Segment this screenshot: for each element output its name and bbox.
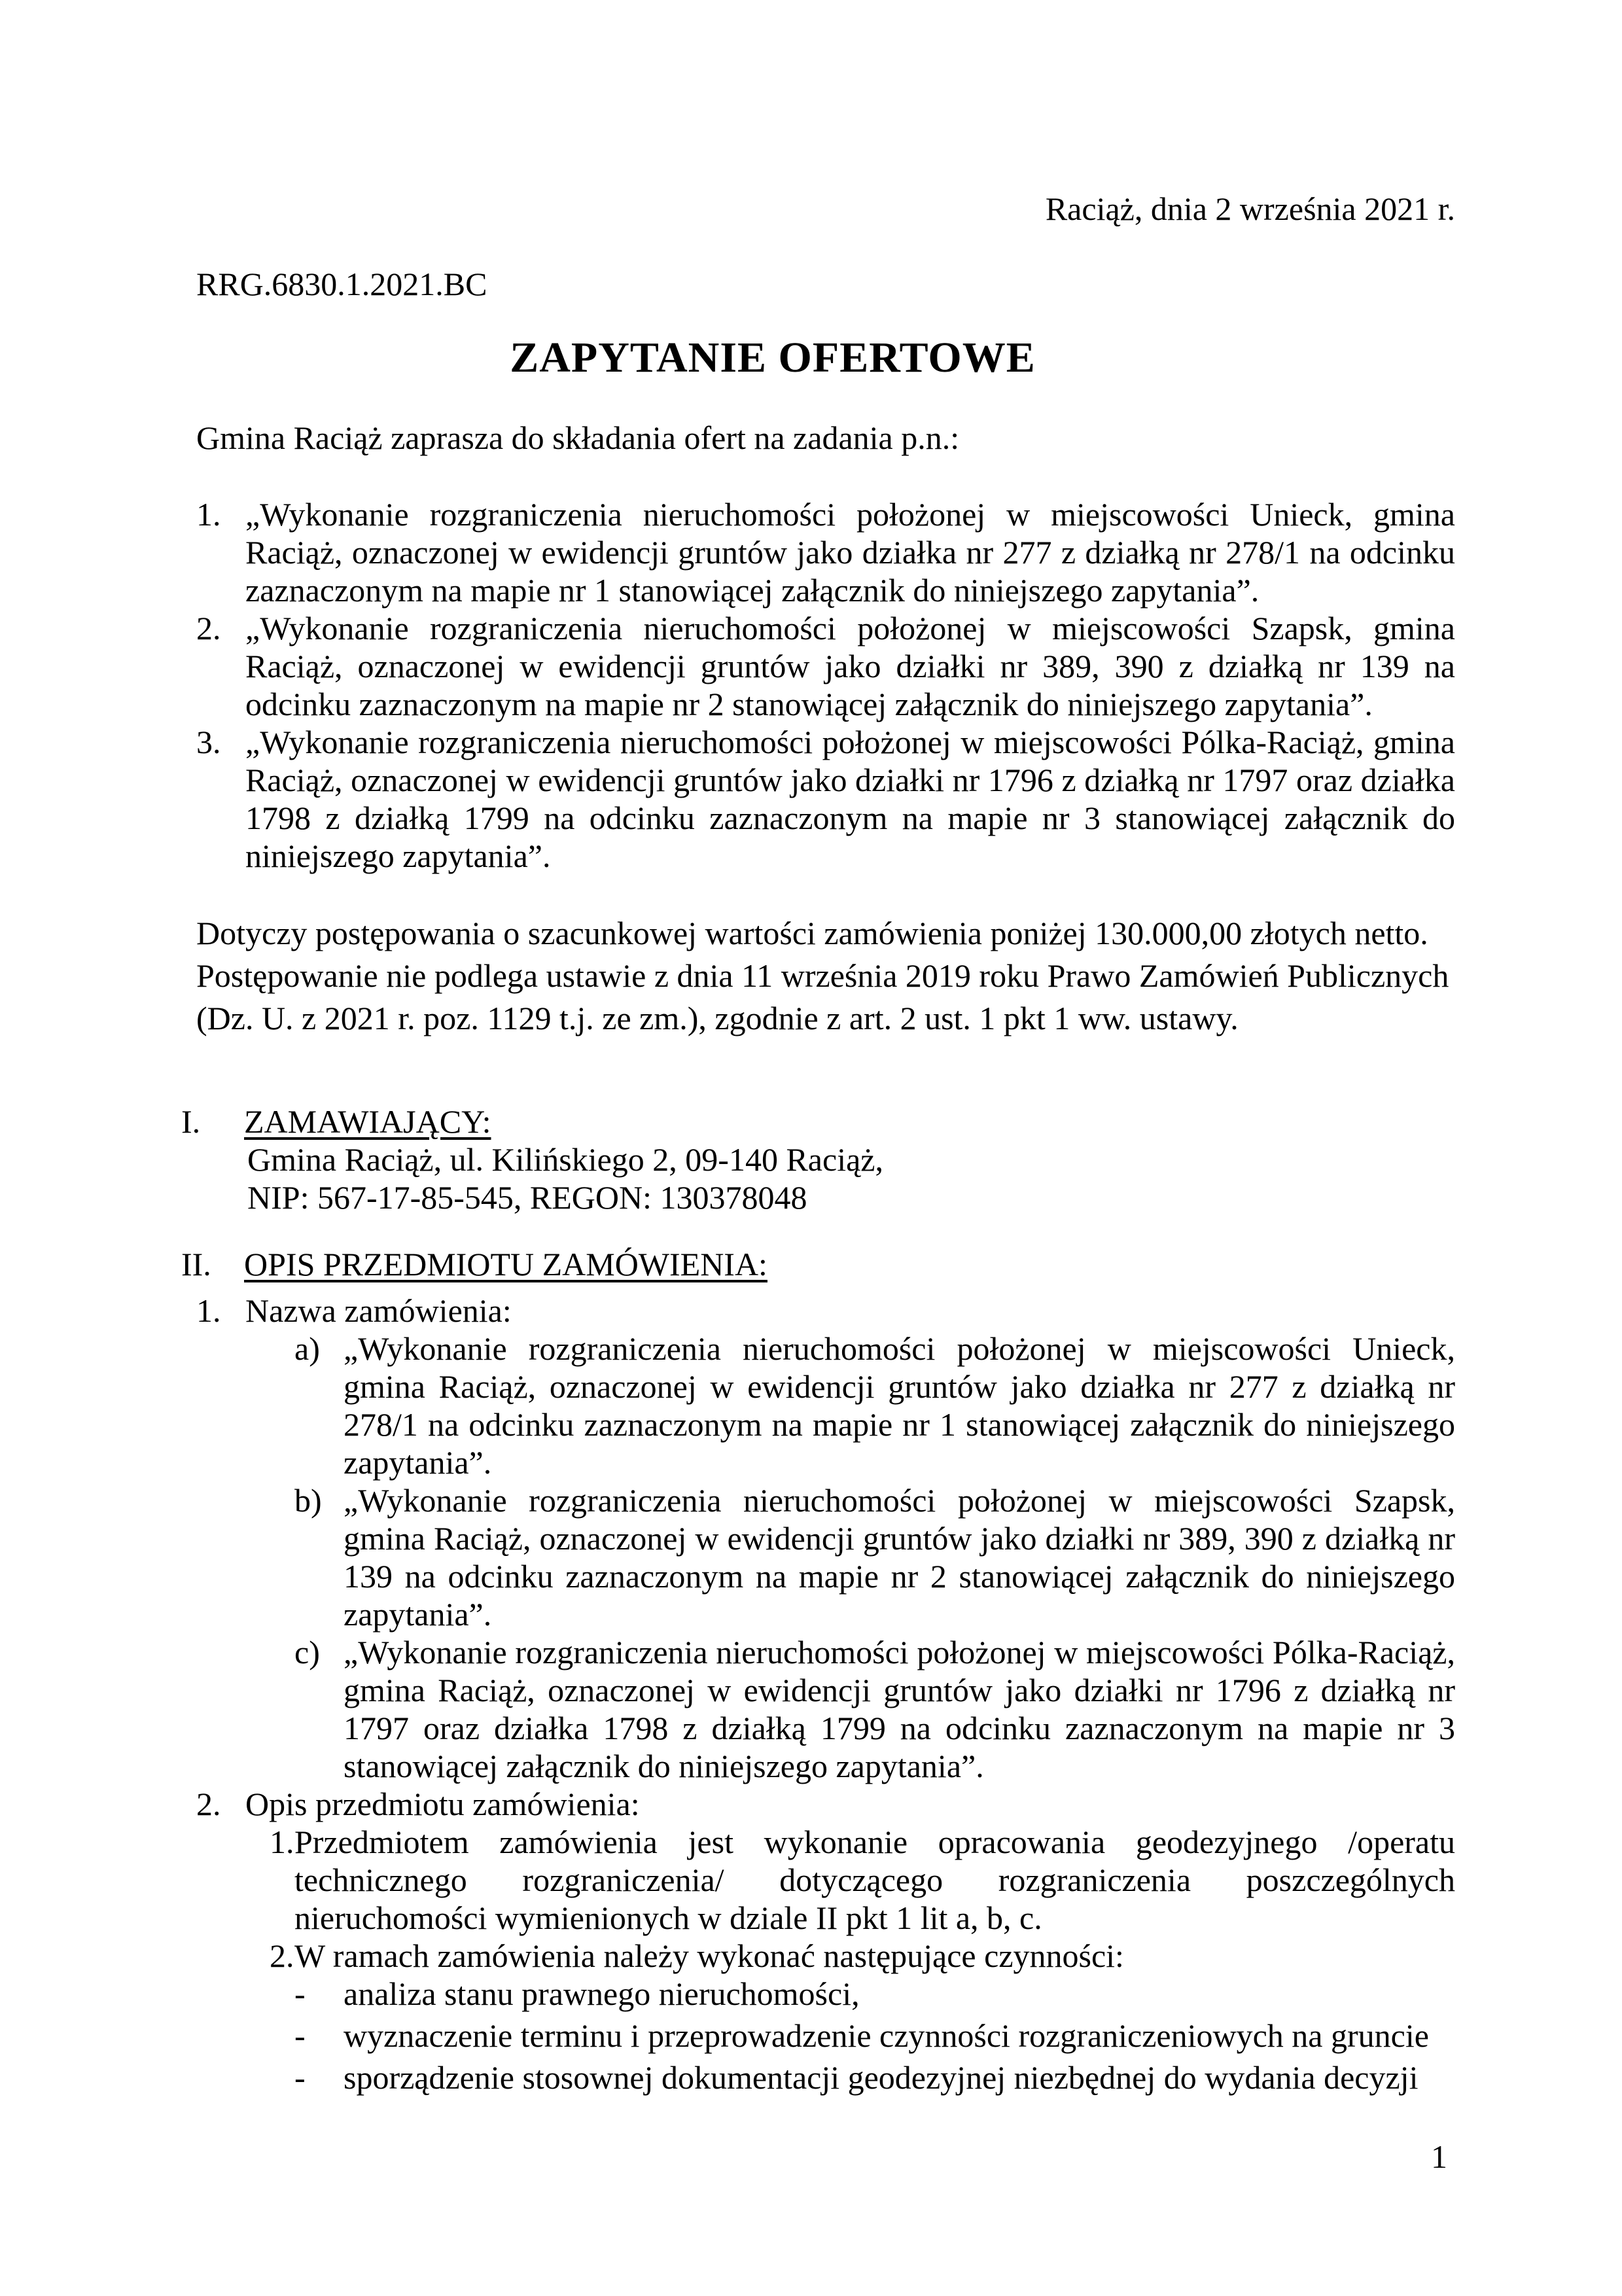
reference-number: RRG.6830.1.2021.BC — [196, 266, 487, 302]
dash-marker: - — [294, 1975, 306, 2012]
ordering-party-address — [247, 1140, 1455, 1216]
list-marker: 2. — [270, 1937, 294, 1974]
subtask-list — [196, 1330, 1455, 1785]
list-item — [294, 1330, 1455, 1481]
note-line: Dotyczy postępowania o szacunkowej wartości zamówienia poniżej 130.000,00 złotych netto. — [196, 915, 1428, 951]
activity-list — [196, 1975, 1455, 2096]
task-list — [196, 495, 1455, 875]
list-item — [196, 609, 1455, 723]
note-line: Postępowanie nie podlega ustawie z dnia 11 września 2019 roku Prawo Zamówień Publicznych — [196, 957, 1449, 994]
list-item-text: „Wykonanie rozgraniczenia nieruchomości położonej w miejscowości Unieck, gmina Raciąż, oznaczonej w ewidencji gruntów jako działka nr 277 z działką nr 278/1 na odcinku zaznaczonym na mapie nr 1 stanowiącej załącznik do niniejszego zapytania”. — [344, 1330, 1455, 1481]
list-item — [270, 1823, 1455, 1937]
list-item-text: „Wykonanie rozgraniczenia nieruchomości położonej w miejscowości Pólka-Raciąż, gmina Raciąż, oznaczonej w ewidencji gruntów jako działki nr 1796 z działką nr 1797 oraz działka 1798 z działką 1799 na odcinku zaznaczonym na mapie nr 3 stanowiącej załącznik do niniejszego zapytania”. — [344, 1634, 1455, 1784]
intro-paragraph: Gmina Raciąż zaprasza do składania ofert na zadania p.n.: — [196, 419, 960, 456]
list-marker: 2. — [196, 1786, 221, 1822]
list-item-text: Przedmiotem zamówienia jest wykonanie opracowania geodezyjnego /operatu technicznego rozgraniczenia/ dotyczącego rozgraniczenia poszczególnych nieruchomości wymienionych w dziale II pkt 1 lit a, b, c. — [294, 1824, 1455, 1936]
list-item — [294, 1633, 1455, 1785]
note-line: (Dz. U. z 2021 r. poz. 1129 t.j. ze zm.), zgodnie z art. 2 ust. 1 pkt 1 ww. ustawy. — [196, 1000, 1239, 1036]
section-heading-label: OPIS PRZEDMIOTU ZAMÓWIENIA: — [244, 1246, 767, 1282]
section-numeral: I. — [181, 1103, 201, 1140]
list-item — [270, 1937, 1455, 1975]
dash-marker: - — [294, 2017, 306, 2054]
list-item-text: wyznaczenie terminu i przeprowadzenie czynności rozgraniczeniowych na gruncie — [344, 2017, 1429, 2054]
page-number: 1 — [1431, 2138, 1447, 2175]
list-marker: 1. — [196, 496, 221, 533]
page-title: ZAPYTANIE OFERTOWE — [510, 334, 1036, 381]
list-marker: c) — [294, 1634, 320, 1670]
list-item — [294, 1481, 1455, 1633]
list-marker: b) — [294, 1482, 322, 1519]
list-item-text: sporządzenie stosownej dokumentacji geodezyjnej niezbędnej do wydania decyzji — [344, 2059, 1419, 2096]
list-item — [294, 2058, 1455, 2096]
point-order-name — [196, 1292, 1455, 1330]
note-paragraph — [196, 912, 1455, 1040]
list-marker: 1. — [196, 1292, 221, 1329]
section-numeral: II. — [181, 1246, 211, 1282]
list-item-text: „Wykonanie rozgraniczenia nieruchomości położonej w miejscowości Szapsk, gmina Raciąż, oznaczonej w ewidencji gruntów jako działki nr 389, 390 z działką nr 139 na odcinku zaznaczonym na mapie nr 2 stanowiącej załącznik do niniejszego zapytania”. — [344, 1482, 1455, 1633]
list-marker: 3. — [196, 724, 221, 760]
list-item-text: W ramach zamówienia należy wykonać następujące czynności: — [294, 1937, 1124, 1974]
section-subject-heading — [181, 1245, 1455, 1283]
detail-list — [196, 1823, 1455, 1975]
list-item — [196, 723, 1455, 875]
address-line: NIP: 567-17-85-545, REGON: 130378048 — [247, 1179, 807, 1216]
list-marker: a) — [294, 1330, 320, 1367]
list-item — [294, 2017, 1455, 2055]
list-marker: 1. — [270, 1824, 294, 1860]
list-item-text: analiza stanu prawnego nieruchomości, — [344, 1975, 860, 2012]
section-ordering-party-heading — [181, 1103, 1455, 1140]
list-item-text: „Wykonanie rozgraniczenia nieruchomości położonej w miejscowości Szapsk, gmina Raciąż, oznaczonej w ewidencji gruntów jako działki nr 389, 390 z działką nr 139 na odcinku zaznaczonym na mapie nr 2 stanowiącej załącznik do niniejszego zapytania”. — [245, 610, 1455, 722]
point-title: Opis przedmiotu zamówienia: — [245, 1786, 640, 1822]
point-order-description — [196, 1785, 1455, 1823]
address-line: Gmina Raciąż, ul. Kilińskiego 2, 09-140 Raciąż, — [247, 1141, 883, 1178]
list-item — [196, 495, 1455, 609]
dash-marker: - — [294, 2059, 306, 2096]
list-item — [294, 1975, 1455, 2013]
date-line: Raciąż, dnia 2 września 2021 r. — [1045, 190, 1455, 227]
list-item-text: „Wykonanie rozgraniczenia nieruchomości położonej w miejscowości Unieck, gmina Raciąż, oznaczonej w ewidencji gruntów jako działka nr 277 z działką nr 278/1 na odcinku zaznaczonym na mapie nr 1 stanowiącej załącznik do niniejszego zapytania”. — [245, 496, 1455, 609]
list-marker: 2. — [196, 610, 221, 646]
point-title: Nazwa zamówienia: — [245, 1292, 512, 1329]
section-heading-label: ZAMAWIAJĄCY: — [244, 1103, 491, 1140]
list-item-text: „Wykonanie rozgraniczenia nieruchomości położonej w miejscowości Pólka-Raciąż, gmina Raciąż, oznaczonej w ewidencji gruntów jako działki nr 1796 z działką nr 1797 oraz działka 1798 z działką 1799 na odcinku zaznaczonym na mapie nr 3 stanowiącej załącznik do niniejszego zapytania”. — [245, 724, 1455, 874]
